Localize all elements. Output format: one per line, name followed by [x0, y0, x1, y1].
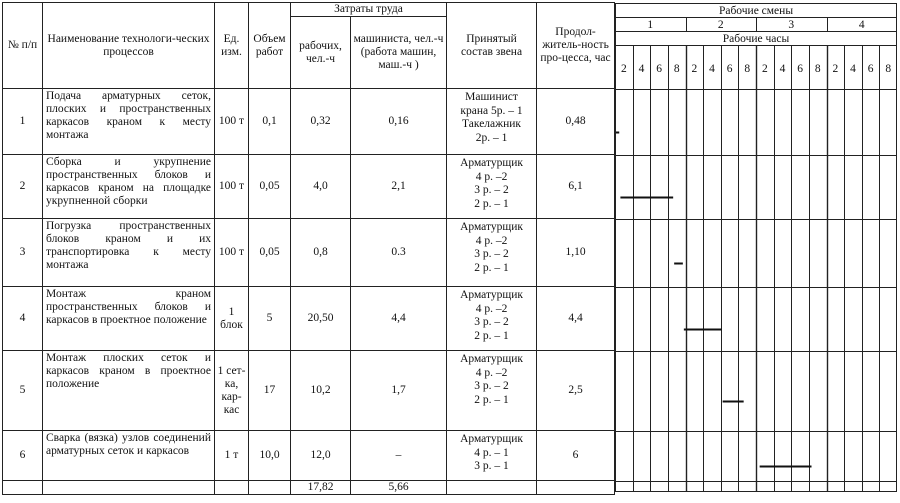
crew-line: Арматурщик: [460, 353, 523, 365]
hour-tick-label: 8: [885, 62, 892, 75]
header-workers: рабочих, чел.-ч: [291, 17, 351, 89]
crew-line: 2 р. – 1: [474, 393, 509, 406]
row-volume: 0,05: [249, 155, 291, 219]
crew-line: 2 р. – 1: [474, 261, 509, 274]
crew-line: 4 р. –2: [475, 234, 508, 247]
crew-line: 2 р. – 1: [474, 329, 509, 342]
row-machinist: 2,1: [351, 155, 447, 219]
hour-tick-label: 8: [744, 62, 751, 75]
row-workers: 20,50: [291, 287, 351, 351]
schedule-table: [2, 2, 897, 495]
gantt-area: [615, 3, 897, 495]
hour-tick-label: 8: [673, 62, 680, 75]
shifts-title: Рабочие смены: [718, 4, 794, 17]
header-volume: Объем работ: [249, 3, 291, 89]
row-machinist: –: [351, 431, 447, 481]
row-unit: 100 т: [215, 155, 249, 219]
hour-tick-label: 6: [656, 62, 662, 75]
row-num: 1: [3, 89, 43, 155]
row-name: Сборка и укрупнение пространственных блоков и каркасов краном на площадке укрупненной сборки: [43, 155, 215, 219]
row-machinist: 0.3: [351, 219, 447, 287]
shift-number: 2: [717, 18, 724, 31]
row-num: 6: [3, 431, 43, 481]
hour-tick-label: 2: [691, 62, 698, 75]
row-duration: 2,5: [537, 351, 615, 431]
crew-line: 2 р. – 1: [474, 197, 509, 210]
row-workers: 12,0: [291, 431, 351, 481]
crew-line: Арматурщик: [460, 289, 523, 301]
row-crew: [447, 155, 537, 219]
header-crew: Принятый состав звена: [447, 3, 537, 89]
row-name: Подача арматурных сеток, плоских и пространственных каркасов краном к месту монтажа: [43, 89, 215, 155]
row-crew: [447, 219, 537, 287]
row-num: 5: [3, 351, 43, 431]
row-volume: 0,1: [249, 89, 291, 155]
shift-number: 4: [858, 18, 865, 31]
hours-title: Рабочие часы: [722, 32, 790, 45]
header-machinist: машиниста, чел.-ч (работа машин, маш.-ч ): [351, 17, 447, 89]
crew-line: Арматурщик: [460, 433, 523, 445]
totals-empty: [249, 481, 291, 495]
crew-line: 2р. – 1: [475, 131, 508, 144]
row-unit: 1 сет-ка, кар-кас: [215, 351, 249, 431]
crew-line: 3 р. – 1: [474, 460, 509, 472]
shift-number: 3: [788, 18, 795, 31]
header-duration: Продол-житель-ность про-цесса, час: [537, 3, 615, 89]
row-unit: 1 т: [215, 431, 249, 481]
row-unit: 100 т: [215, 89, 249, 155]
crew-line: 3 р. – 2: [474, 184, 509, 196]
header-name: Наименование технологи-ческих процессов: [43, 3, 215, 89]
gantt-chart: [615, 3, 897, 492]
row-name: Монтаж плоских сеток и каркасов краном в проектное положение: [43, 351, 215, 431]
row-duration: 0,48: [537, 89, 615, 155]
crew-line: 4 р. –2: [475, 366, 508, 379]
hour-tick-label: 6: [867, 62, 874, 75]
row-workers: 10,2: [291, 351, 351, 431]
row-workers: 0,8: [291, 219, 351, 287]
header-unit: Ед. изм.: [215, 3, 249, 89]
row-volume: 17: [249, 351, 291, 431]
crew-line: 4 р. –2: [475, 170, 508, 183]
hour-tick-label: 2: [620, 62, 627, 75]
row-duration: 4,4: [537, 287, 615, 351]
crew-line: крана 5р. – 1: [460, 104, 523, 117]
row-workers: 4,0: [291, 155, 351, 219]
hour-tick-label: 6: [726, 62, 733, 75]
totals-empty: [447, 481, 537, 495]
totals-empty: [537, 481, 615, 495]
row-duration: 6,1: [537, 155, 615, 219]
crew-line: 3 р. – 2: [474, 248, 509, 260]
total-workers: 17,82: [291, 481, 351, 495]
totals-empty: [43, 481, 215, 495]
row-name: Монтаж краном пространственных блоков и каркасов в проектное положение: [43, 287, 215, 351]
hour-tick-label: 8: [814, 62, 821, 75]
row-unit: 100 т: [215, 219, 249, 287]
row-volume: 0,05: [249, 219, 291, 287]
header-num: № п/п: [3, 3, 43, 89]
crew-line: Арматурщик: [460, 221, 523, 233]
row-name: Погрузка пространственных блоков краном и их транспортировка к месту монтажа: [43, 219, 215, 287]
total-machinist: 5,66: [351, 481, 447, 495]
row-volume: 5: [249, 287, 291, 351]
crew-line: Арматурщик: [460, 157, 523, 169]
crew-line: Такелажник: [462, 118, 521, 130]
crew-line: Машинист: [465, 91, 518, 103]
hour-tick-label: 2: [832, 62, 839, 75]
row-machinist: 0,16: [351, 89, 447, 155]
hour-tick-label: 6: [797, 62, 803, 75]
hour-tick-label: 4: [709, 62, 715, 75]
row-crew: [447, 431, 537, 481]
row-unit: 1 блок: [215, 287, 249, 351]
crew-line: 4 р. – 1: [474, 446, 509, 459]
crew-line: 3 р. – 2: [474, 380, 509, 392]
crew-line: 4 р. –2: [475, 302, 508, 315]
row-num: 3: [3, 219, 43, 287]
row-name: Сварка (вязка) узлов соединений арматурных сеток и каркасов: [43, 431, 215, 481]
row-machinist: 1,7: [351, 351, 447, 431]
row-num: 2: [3, 155, 43, 219]
row-crew: [447, 351, 537, 431]
row-workers: 0,32: [291, 89, 351, 155]
row-duration: 6: [537, 431, 615, 481]
row-duration: 1,10: [537, 219, 615, 287]
hour-tick-label: 4: [779, 62, 786, 75]
totals-empty: [3, 481, 43, 495]
row-num: 4: [3, 287, 43, 351]
row-crew: [447, 89, 537, 155]
hour-tick-label: 4: [850, 62, 856, 75]
totals-empty: [215, 481, 249, 495]
hour-tick-label: 2: [761, 62, 768, 75]
row-machinist: 4,4: [351, 287, 447, 351]
row-volume: 10,0: [249, 431, 291, 481]
header-labor: Затраты труда: [291, 3, 447, 17]
row-crew: [447, 287, 537, 351]
hour-tick-label: 4: [638, 62, 645, 75]
shift-number: 1: [647, 18, 654, 31]
crew-line: 3 р. – 2: [474, 316, 509, 328]
